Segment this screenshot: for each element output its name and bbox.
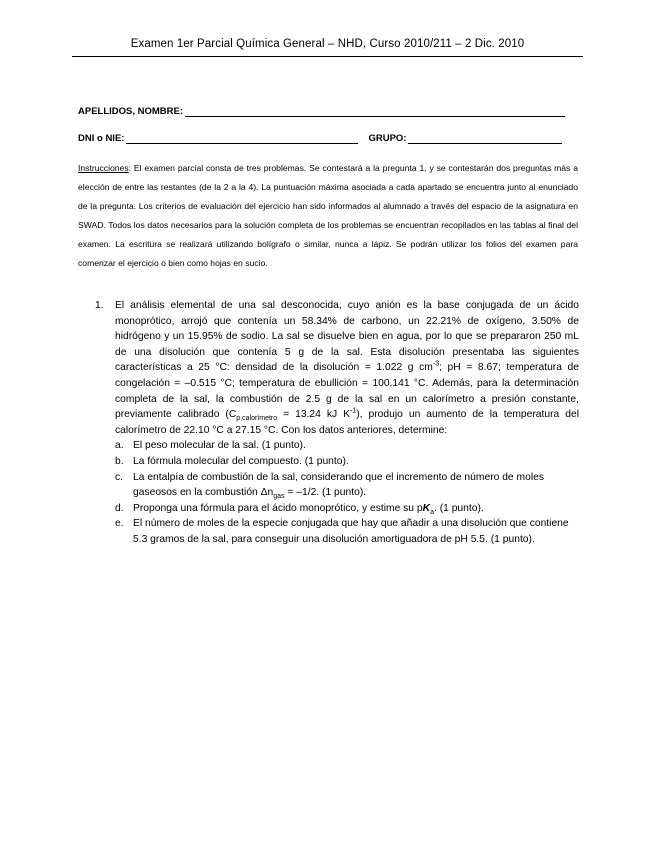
subquestion-b (115, 454, 579, 470)
statement-part-2: ; pH = 8.67; temperatura de congelación = –0.515 °C; temperatura de ebullición = 100.141 °C. Además, para la determinación completa de la sal, la combustión de 2.5 g de la sal en un calorímetro a presión constante, previamente calibrado (C (115, 362, 579, 421)
statement-part-1: El análisis elemental de una sal desconocida, cuyo anión es la base conjugada de un ácido monoprótico, arrojó que contenía un 58.34% de carbono, un 22.21% de oxígeno, 3.50% de hidrógeno y un 15.95% de sodio. La sal se disuelve bien en agua, por lo que se prepararon 250 mL de una disolución que contenía 5 g de la sal. Esta disolución presentaba las siguientes características a 25 °C: densidad de la disolución = 1.022 g cm (115, 300, 579, 374)
gas-subscript: gas (273, 493, 285, 501)
calorimeter-subscript: p,calorímetro (236, 415, 278, 423)
subquestion-letter: a. (115, 440, 124, 452)
dni-label: DNI o NIE: (78, 133, 125, 144)
subquestion-letter: e. (115, 518, 124, 530)
grupo-label: GRUPO: (368, 133, 407, 144)
subquestion-letter: d. (115, 502, 124, 514)
instructions-body: : El examen parcial consta de tres problemas. Se contestará a la pregunta 1, y se contestarán dos preguntas más a elección de entre las restantes (de la 2 a la 4). La puntuación máxima asociada a cada apartado se encuentra junto al enunciado de la pregunta. Los criterios de evaluación del ejercicio han sido informados al alumnado a través del espacio de la asignatura en SWAD. Todos los datos necesarios para la solución completa de los problemas se encuentran recopilados en las tablas al final del examen. La escritura se realizará utilizando bolígrafo o similar, nunca a lápiz. Se podrán utilizar los folios del examen para comenzar el ejercicio o bien como hojas en sucio. (78, 163, 578, 269)
subquestion-letter: b. (115, 455, 124, 467)
problem-number: 1. (95, 300, 104, 311)
density-unit-exponent: -3 (432, 360, 440, 368)
header-rule (72, 56, 583, 57)
subquestion-d (115, 501, 579, 517)
page-header: Examen 1er Parcial Química General – NHD, Curso 2010/211 – 2 Dic. 2010 (130, 38, 525, 50)
grupo-field[interactable] (408, 133, 562, 144)
problem-1 (95, 298, 579, 548)
apellidos-field[interactable] (185, 106, 565, 117)
subquestion-letter: c. (115, 471, 124, 483)
subquestion-e (115, 516, 579, 547)
subquestion-text: La entalpía de combustión de la sal, considerando que el incremento de número de moles gaseosos en la combustión Δn (133, 471, 544, 499)
pka-k: K (422, 502, 431, 514)
subquestion-text: Proponga una fórmula para el ácido monoprótico, y estime su p (133, 502, 423, 514)
instructions-lead: Instrucciones (78, 163, 129, 173)
subquestion-text-end: . (1 punto). (433, 502, 484, 514)
heat-capacity-exponent: -1 (350, 407, 357, 415)
subquestion-c (115, 470, 579, 501)
subquestion-a (115, 438, 579, 454)
statement-part-4: ), produjo un aumento de la temperatura del calorímetro de 22.10 °C a 27.15 °C. Con los datos anteriores, determine: (115, 409, 579, 436)
subquestion-text: La fórmula molecular del compuesto. (1 punto). (133, 455, 349, 467)
instructions-paragraph (78, 159, 578, 274)
problem-statement (115, 298, 579, 438)
subquestion-text: El número de moles de la especie conjugada que hay que añadir a una disolución que contiene 5.3 gramos de la sal, para conseguir una disolución amortiguadora de pH 5.5. (1 punto). (133, 518, 569, 545)
apellidos-row (78, 106, 565, 117)
dni-field[interactable] (126, 133, 358, 144)
subquestion-text: El peso molecular de la sal. (1 punto). (133, 440, 306, 452)
subquestion-text-end: = –1/2. (1 punto). (284, 487, 367, 499)
apellidos-label: APELLIDOS, NOMBRE: (78, 106, 184, 117)
pka-subscript: a (430, 508, 434, 516)
dni-grupo-row (78, 133, 562, 144)
statement-part-3: = 13.24 kJ K (277, 409, 351, 421)
